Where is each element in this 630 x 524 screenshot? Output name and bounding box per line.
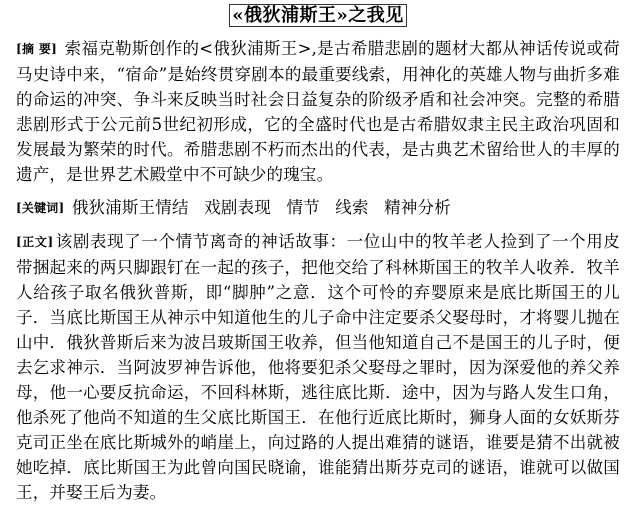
keyword: 俄狄浦斯王情结 <box>71 198 189 217</box>
page-cutoff <box>0 514 630 524</box>
abstract-text: 索福克勒斯创作的<俄狄浦斯王>,是古希腊悲剧的题材大都从神话传说或荷马史诗中来，“宿命”是始终贯穿剧本的最重要线索，用神化的英雄人物与曲折多难的命运的冲突、争斗来反映当时社会日益复杂的阶级矛盾和社会冲突。完整的希腊悲剧形式于公元前5世纪初形成，它的全盛时代也是古希腊奴隶主民主政治巩固和发展最为繁荣的时代。希腊悲剧不朽而杰出的代表，是古典艺术留给世人的丰厚的遗产，是世界艺术殿堂中不可缺少的瑰宝。 <box>16 39 620 184</box>
document-title-row <box>16 4 620 28</box>
body-tag: [正文] <box>16 235 54 249</box>
keyword: 情节 <box>286 198 320 217</box>
keyword: 精神分析 <box>384 198 451 217</box>
keywords-tag: [关键词] <box>16 201 65 215</box>
body-paragraph <box>16 229 620 505</box>
body-text: 该剧表现了一个情节离奇的神话故事：一位山中的牧羊老人捡到了一个用皮带捆起来的两只脚跟钉在一起的孩子，把他交给了科林斯国王的牧羊人收养．牧羊人给孩子取名俄狄普斯，即“脚肿”之意．这个可怜的弃婴原来是底比斯国王的儿子．当底比斯国王从神示中知道他生的儿子命中注定要杀父娶母时，才将婴儿抛在山中．俄狄普斯后来为波吕玻斯国王收养，但当他知道自己不是国王的儿子时，便去乞求神示．当阿波罗神告诉他，他将要犯杀父娶母之罪时，因为深爱他的养父养母，他一心要反抗命运，不回科林斯，逃往底比斯．途中，因为与路人发生口角，他杀死了他尚不知道的生父底比斯国王．在他行近底比斯时，狮身人面的女妖斯芬克司正坐在底比斯城外的峭崖上，向过路的人提出难猜的谜语，谁要是猜不出就被她吃掉．底比斯国王为此曾向国民晓谕，谁能猜出斯芬克司的谜语，谁就可以做国王，并娶王后为妻。 <box>16 232 620 502</box>
keyword: 线索 <box>335 198 369 217</box>
document-title: «俄狄浦斯王»之我见 <box>229 4 407 27</box>
keywords-paragraph <box>16 195 620 221</box>
keyword: 戏剧表现 <box>204 198 271 217</box>
abstract-tag: [摘 要] <box>16 42 58 56</box>
abstract-paragraph <box>16 36 620 187</box>
